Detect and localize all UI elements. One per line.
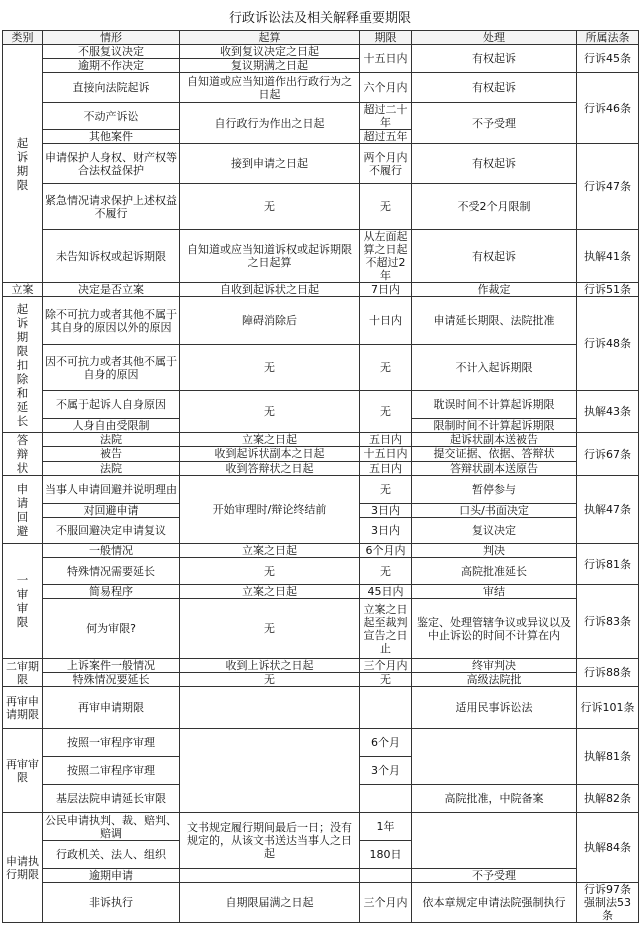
- period-cell: 十五日内: [360, 45, 412, 73]
- handling-cell: 暂停参与: [412, 476, 577, 504]
- period-cell: 超过五年: [360, 130, 412, 144]
- handling-cell: [412, 813, 577, 869]
- situation-cell: 特殊情况需要延长: [43, 558, 180, 585]
- situation-cell: 不属于起诉人自身原因: [43, 391, 180, 419]
- category-cell: 二审期限: [3, 659, 43, 687]
- handling-cell: 有权起诉: [412, 45, 577, 73]
- article-cell: 行诉45条: [577, 45, 639, 73]
- table-row: [3, 230, 639, 283]
- start-cell: 收到复议决定之日起: [180, 45, 360, 59]
- table-row: [3, 476, 639, 504]
- start-cell: 自知道或应当知道作出行政行为之日起: [180, 73, 360, 103]
- table-row: [3, 687, 639, 729]
- start-cell: 自期限届满之日起: [180, 883, 360, 923]
- article-cell: 行诉88条: [577, 659, 639, 687]
- start-cell: 无: [180, 599, 360, 659]
- table-row: [3, 103, 639, 130]
- handling-cell: 作裁定: [412, 283, 577, 297]
- start-cell: 复议期满之日起: [180, 59, 360, 73]
- handling-cell: 耽误时间不计算起诉期限: [412, 391, 577, 419]
- article-cell: 执解84条: [577, 813, 639, 883]
- situation-cell: 简易程序: [43, 585, 180, 599]
- handling-cell: 限制时间不计算起诉期限: [412, 419, 577, 433]
- period-cell: 无: [360, 345, 412, 391]
- period-cell: 无: [360, 476, 412, 504]
- table-row: [3, 869, 639, 883]
- handling-cell: 有权起诉: [412, 73, 577, 103]
- start-cell: 收到上诉状之日起: [180, 659, 360, 673]
- situation-cell: 再审申请期限: [43, 687, 180, 729]
- start-cell: 障碍消除后: [180, 297, 360, 345]
- period-cell: 3日内: [360, 504, 412, 518]
- period-cell: 45日内: [360, 585, 412, 599]
- table-row: [3, 813, 639, 841]
- table-row: [3, 144, 639, 184]
- handling-cell: 复议决定: [412, 518, 577, 544]
- period-cell: 五日内: [360, 461, 412, 475]
- situation-cell: 不服回避决定申请复议: [43, 518, 180, 544]
- handling-cell: 高院批准延长: [412, 558, 577, 585]
- situation-cell: 逾期申请: [43, 869, 180, 883]
- handling-cell: 依本章规定申请法院强制执行: [412, 883, 577, 923]
- situation-cell: 上诉案件一般情况: [43, 659, 180, 673]
- article-cell: 执解47条: [577, 476, 639, 544]
- period-cell: 从左面起算之日起不超过2年: [360, 230, 412, 283]
- start-cell: 收到起诉状副本之日起: [180, 447, 360, 461]
- article-cell: 行诉46条: [577, 73, 639, 144]
- article-cell: 执解43条: [577, 391, 639, 433]
- start-cell: 无: [180, 345, 360, 391]
- period-cell: 180日: [360, 841, 412, 869]
- period-cell: 1年: [360, 813, 412, 841]
- table-row: [3, 883, 639, 923]
- start-cell: 无: [180, 391, 360, 433]
- period-cell: 3日内: [360, 518, 412, 544]
- situation-cell: 法院: [43, 461, 180, 475]
- table-row: [3, 659, 639, 673]
- period-cell: 立案之日起至裁判宣告之日止: [360, 599, 412, 659]
- category-cell: 答辩状: [3, 433, 43, 476]
- period-cell: [360, 785, 412, 813]
- situation-cell: 逾期不作决定: [43, 59, 180, 73]
- start-cell: 自收到起诉状之日起: [180, 283, 360, 297]
- handling-cell: 适用民事诉讼法: [412, 687, 577, 729]
- handling-cell: 鉴定、处理管辖争议或异议以及中止诉讼的时间不计算在内: [412, 599, 577, 659]
- handling-cell: 有权起诉: [412, 144, 577, 184]
- start-cell: [180, 687, 360, 729]
- situation-cell: 非诉执行: [43, 883, 180, 923]
- table-row: [3, 45, 639, 59]
- table-row: [3, 433, 639, 447]
- start-cell: 接到申请之日起: [180, 144, 360, 184]
- period-cell: [360, 869, 412, 883]
- table-row: [3, 461, 639, 475]
- table-row: [3, 729, 639, 757]
- handling-cell: 终审判决: [412, 659, 577, 673]
- header-start: 起算: [180, 31, 360, 45]
- header-category: 类别: [3, 31, 43, 45]
- handling-cell: 不受2个月限制: [412, 184, 577, 230]
- handling-cell: 提交证据、依据、答辩状: [412, 447, 577, 461]
- category-cell: 一审审限: [3, 544, 43, 659]
- situation-cell: 被告: [43, 447, 180, 461]
- table-row: [3, 345, 639, 391]
- article-cell: 行诉101条: [577, 687, 639, 729]
- start-cell: 立案之日起: [180, 585, 360, 599]
- article-ref: 行诉97条: [584, 883, 631, 896]
- article-cell: 行诉83条: [577, 585, 639, 659]
- article-cell: 行诉51条: [577, 283, 639, 297]
- article-cell: 行诉47条: [577, 144, 639, 230]
- article-cell: 行诉48条: [577, 297, 639, 391]
- handling-cell: [412, 729, 577, 785]
- category-cell: 起诉期限: [3, 45, 43, 283]
- situation-cell: 人身自由受限制: [43, 419, 180, 433]
- period-cell: 无: [360, 673, 412, 687]
- period-cell: 3个月: [360, 757, 412, 785]
- table-row: [3, 599, 639, 659]
- situation-cell: 基层法院申请延长审限: [43, 785, 180, 813]
- category-cell: 再审申请期限: [3, 687, 43, 729]
- handling-cell: 审结: [412, 585, 577, 599]
- period-cell: 无: [360, 558, 412, 585]
- situation-cell: 按照一审程序审理: [43, 729, 180, 757]
- situation-cell: 何为审限?: [43, 599, 180, 659]
- table-row: [3, 544, 639, 558]
- period-cell: 五日内: [360, 433, 412, 447]
- start-cell: [180, 869, 360, 883]
- period-cell: 7日内: [360, 283, 412, 297]
- table-row: [3, 297, 639, 345]
- handling-cell: 不计入起诉期限: [412, 345, 577, 391]
- situation-cell: 公民申请执判、裁、赔判、赔调: [43, 813, 180, 841]
- situation-cell: 特殊情况要延长: [43, 673, 180, 687]
- table-row: [3, 391, 639, 419]
- period-cell: 无: [360, 184, 412, 230]
- start-cell: 自行政行为作出之日起: [180, 103, 360, 144]
- situation-cell: 除不可抗力或者其他不属于其自身的原因以外的原因: [43, 297, 180, 345]
- category-cell: 申请回避: [3, 476, 43, 544]
- start-cell: 立案之日起: [180, 433, 360, 447]
- table-row: [3, 558, 639, 585]
- article-cell: 执解82条: [577, 785, 639, 813]
- table-row: [3, 73, 639, 103]
- situation-cell: 行政机关、法人、组织: [43, 841, 180, 869]
- situation-cell: 一般情况: [43, 544, 180, 558]
- header-period: 期限: [360, 31, 412, 45]
- situation-cell: 紧急情况请求保护上述权益不履行: [43, 184, 180, 230]
- table-row: [3, 447, 639, 461]
- situation-cell: 因不可抗力或者其他不属于自身的原因: [43, 345, 180, 391]
- table-row: [3, 673, 639, 687]
- table-row: [3, 585, 639, 599]
- situation-cell: 按照二审程序审理: [43, 757, 180, 785]
- table-row: [3, 184, 639, 230]
- period-cell: 三个月内: [360, 883, 412, 923]
- category-cell: 再审审限: [3, 729, 43, 813]
- start-cell: 无: [180, 558, 360, 585]
- article-cell: [577, 883, 639, 923]
- handling-cell: 判决: [412, 544, 577, 558]
- period-cell: 六个月内: [360, 73, 412, 103]
- period-cell: 十五日内: [360, 447, 412, 461]
- handling-cell: 申请延长期限、法院批准: [412, 297, 577, 345]
- situation-cell: 其他案件: [43, 130, 180, 144]
- start-cell: 自知道或应当知道诉权或起诉期限之日起算: [180, 230, 360, 283]
- category-cell: 申请执行期限: [3, 813, 43, 923]
- handling-cell: 高院批准，中院备案: [412, 785, 577, 813]
- article-cell: 执解81条: [577, 729, 639, 785]
- handling-cell: 有权起诉: [412, 230, 577, 283]
- start-cell: 开始审理时/辩论终结前: [180, 476, 360, 544]
- header-handling: 处理: [412, 31, 577, 45]
- handling-cell: 高级法院批: [412, 673, 577, 687]
- document-title: 行政诉讼法及相关解释重要期限: [228, 11, 411, 26]
- table-row: [3, 283, 639, 297]
- period-cell: 无: [360, 391, 412, 433]
- handling-cell: 不予受理: [412, 869, 577, 883]
- article-ref: 强制法53条: [584, 896, 631, 922]
- article-cell: 行诉81条: [577, 544, 639, 585]
- article-cell: 行诉67条: [577, 433, 639, 476]
- period-cell: 6个月: [360, 729, 412, 757]
- situation-cell: 当事人申请回避并说明理由: [43, 476, 180, 504]
- situation-cell: 决定是否立案: [43, 283, 180, 297]
- start-cell: 无: [180, 184, 360, 230]
- start-cell: 文书规定履行期间最后一日；没有规定的，从该文书送达当事人之日起: [180, 813, 360, 869]
- period-cell: 6个月内: [360, 544, 412, 558]
- situation-cell: 直接向法院起诉: [43, 73, 180, 103]
- category-cell: 起诉期限扣除和延长: [3, 297, 43, 433]
- start-cell: 收到答辩状之日起: [180, 461, 360, 475]
- handling-cell: 口头/书面决定: [412, 504, 577, 518]
- period-cell: [360, 687, 412, 729]
- handling-cell: 不予受理: [412, 103, 577, 144]
- period-cell: 超过二十年: [360, 103, 412, 130]
- period-cell: 三个月内: [360, 659, 412, 673]
- start-cell: 立案之日起: [180, 544, 360, 558]
- situation-cell: 不服复议决定: [43, 45, 180, 59]
- deadline-table: [2, 30, 639, 923]
- situation-cell: 对回避申请: [43, 504, 180, 518]
- header-article: 所属法条: [577, 31, 639, 45]
- situation-cell: 不动产诉讼: [43, 103, 180, 130]
- article-cell: 执解41条: [577, 230, 639, 283]
- period-cell: 十日内: [360, 297, 412, 345]
- category-cell: 立案: [3, 283, 43, 297]
- header-situation: 情形: [43, 31, 180, 45]
- period-cell: 两个月内不履行: [360, 144, 412, 184]
- start-cell: [180, 729, 360, 813]
- situation-cell: 未告知诉权或起诉期限: [43, 230, 180, 283]
- situation-cell: 法院: [43, 433, 180, 447]
- situation-cell: 申请保护人身权、财产权等合法权益保护: [43, 144, 180, 184]
- handling-cell: 答辩状副本送原告: [412, 461, 577, 475]
- handling-cell: 起诉状副本送被告: [412, 433, 577, 447]
- start-cell: 无: [180, 673, 360, 687]
